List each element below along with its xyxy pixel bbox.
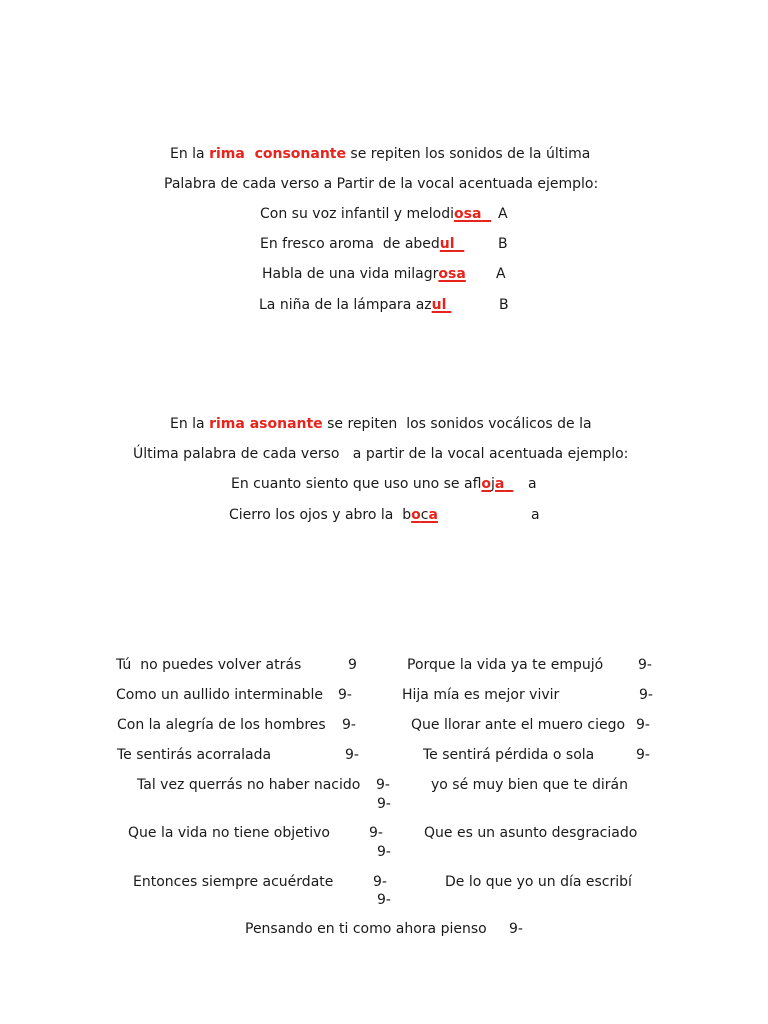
verse-text: En fresco aroma de abed [260,236,440,252]
syllable-count: 9- [377,796,391,812]
asonante-verse-1 [231,475,513,493]
rhyme-ending: oja [481,476,505,492]
poem-right-line-6: Que es un asunto desgraciado [424,825,638,841]
poem-left-line-2: Como un aullido interminable [116,687,323,703]
verse-text: Con su voz infantil y melodi [260,206,455,222]
consonante-intro-line-1 [170,145,590,163]
consonante-verse-4 [259,296,451,314]
syllable-count: 9- [639,687,653,703]
poem-left-line-6: Que la vida no tiene objetivo [128,825,330,841]
intro-text: se repiten los sonidos vocálicos de la [322,416,592,432]
asonante-intro-line-1 [170,415,592,433]
syllable-count: 9- [345,747,359,763]
syllable-count: 9- [369,825,383,841]
rhyme-mark: B [498,236,508,252]
rhyme-mark: B [499,297,509,313]
verse-text: En cuanto siento que uso uno se afl [231,476,482,492]
poem-right-line-5: yo sé muy bien que te dirán [431,777,628,793]
term-rima-consonante: rima consonante [209,146,346,162]
verse-text: La niña de la lámpara az [259,297,432,313]
rhyme-mark: A [498,206,508,222]
verse-text: Habla de una vida milagr [262,266,439,282]
intro-text: En la [170,146,210,162]
poem-right-line-1: Porque la vida ya te empujó [407,657,604,673]
syllable-count: 9 [348,657,357,673]
term-rima-asonante: rima asonante [209,416,323,432]
rhyme-mark: a [528,476,537,492]
syllable-count: 9- [342,717,356,733]
syllable-count: 9- [338,687,352,703]
verse-text: Cierro los ojos y abro la b [229,507,412,523]
poem-right-line-7: De lo que yo un día escribí [445,874,632,890]
poem-left-line-3: Con la alegría de los hombres [117,717,326,733]
syllable-count: 9- [636,717,650,733]
poem-final-line: Pensando en ti como ahora pienso [245,921,487,937]
syllable-count: 9- [377,844,391,860]
rhyme-ending: osa [454,206,482,222]
rhyme-ending: osa [438,266,466,282]
syllable-count: 9- [636,747,650,763]
consonante-verse-3 [262,265,466,283]
rhyme-ending: ul [439,236,455,252]
syllable-count: 9- [509,921,523,937]
poem-left-line-1: Tú no puedes volver atrás [116,657,302,673]
consonante-intro-line-2: Palabra de cada verso a Partir de la vocal acentuada ejemplo: [164,176,599,192]
rhyme-mark: A [496,266,506,282]
rhyme-mark: a [531,507,540,523]
syllable-count: 9- [373,874,387,890]
intro-text: se repiten los sonidos de la última [345,146,591,162]
consonante-verse-2 [260,235,464,253]
poem-left-line-4: Te sentirás acorralada [117,747,272,763]
poem-left-line-5: Tal vez querrás no haber nacido [137,777,361,793]
poem-right-line-2: Hija mía es mejor vivir [402,687,560,703]
consonante-verse-1 [260,205,491,223]
asonante-intro-line-2: Última palabra de cada verso a partir de la vocal acentuada ejemplo: [133,446,629,462]
asonante-verse-2 [229,506,438,524]
poem-right-line-3: Que llorar ante el muero ciego [411,717,626,733]
poem-left-line-7: Entonces siempre acuérdate [133,874,334,890]
syllable-count: 9- [376,777,390,793]
syllable-count: 9- [377,892,391,908]
rhyme-ending: ul [431,297,447,313]
rhyme-ending: oca [411,507,438,523]
syllable-count: 9- [638,657,652,673]
poem-right-line-4: Te sentirá pérdida o sola [423,747,595,763]
intro-text: En la [170,416,210,432]
